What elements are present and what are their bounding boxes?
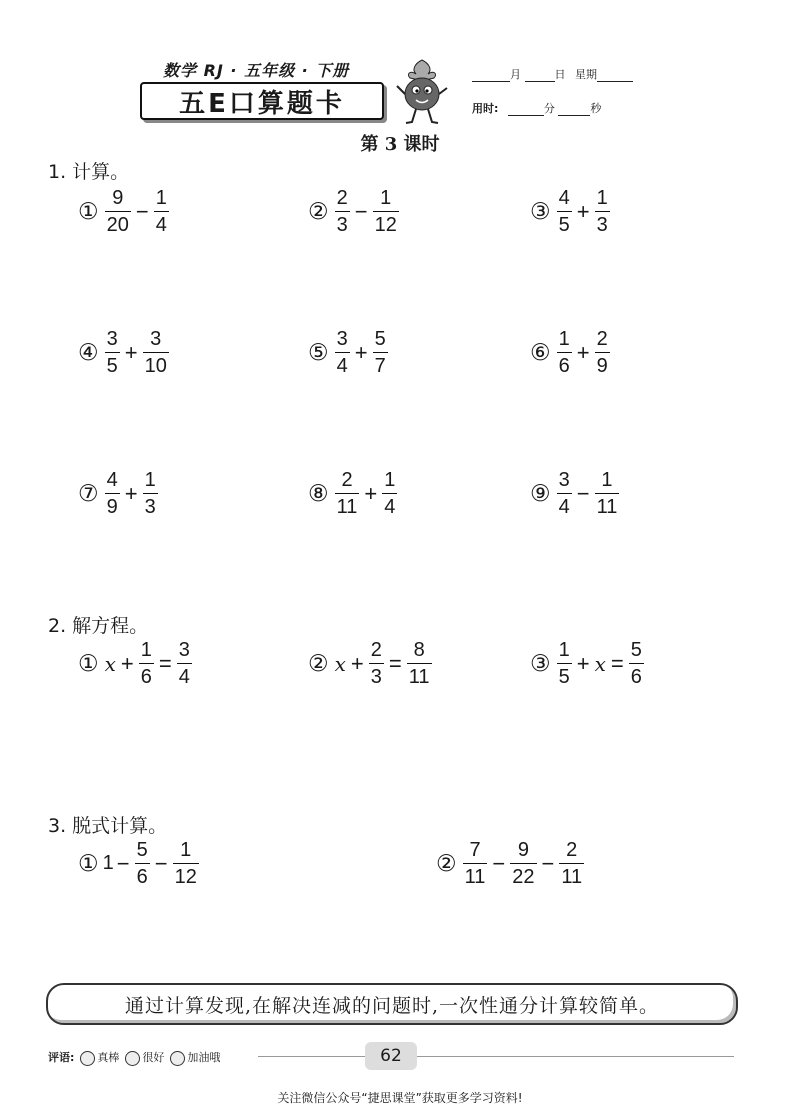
variable: x: [334, 651, 346, 676]
denominator: 4: [154, 211, 169, 235]
operator: −: [116, 850, 130, 876]
fraction: [335, 188, 350, 235]
fraction: [105, 188, 131, 235]
denominator: 5: [557, 663, 572, 687]
numerator: 3: [150, 328, 162, 350]
operator: +: [350, 650, 364, 676]
fraction: [510, 840, 536, 887]
problem-item: [78, 188, 171, 235]
operator: −: [492, 850, 506, 876]
denominator: 4: [177, 663, 192, 687]
equals-sign: =: [610, 650, 624, 676]
eval-option-good[interactable]: 真棒: [80, 1049, 119, 1066]
numerator: 1: [180, 839, 192, 861]
denominator: 6: [135, 863, 150, 887]
fraction: [557, 470, 572, 517]
face-icon: [125, 1051, 140, 1066]
denominator: 11: [407, 663, 432, 687]
numerator: 3: [106, 328, 118, 350]
numerator: 3: [178, 639, 190, 661]
numerator: 1: [155, 187, 167, 209]
problem-number: ①: [78, 850, 99, 876]
denominator: 4: [382, 493, 397, 517]
problem-number: ③: [530, 198, 551, 224]
problem-number: ⑤: [308, 339, 329, 365]
card-title: 五E口算题卡: [140, 82, 384, 120]
fraction: [373, 329, 388, 376]
denominator: 11: [463, 863, 488, 887]
numerator: 3: [336, 328, 348, 350]
numerator: 1: [384, 469, 396, 491]
eval-option-ok[interactable]: 很好: [125, 1049, 164, 1066]
fraction: [173, 840, 199, 887]
fraction: [135, 840, 150, 887]
eval-option-cheer[interactable]: 加油哦: [170, 1049, 220, 1066]
operator: +: [576, 339, 590, 365]
numerator: 2: [596, 328, 608, 350]
evaluation-row: [48, 1049, 220, 1066]
fraction: [557, 329, 572, 376]
fraction: [143, 470, 158, 517]
operator: +: [124, 480, 138, 506]
denominator: 6: [629, 663, 644, 687]
operator: +: [364, 480, 378, 506]
numerator: 5: [630, 639, 642, 661]
problem-number: ①: [78, 198, 99, 224]
numerator: 4: [558, 187, 570, 209]
fraction: [139, 640, 154, 687]
fraction: [557, 640, 572, 687]
denominator: 12: [173, 863, 199, 887]
denominator: 6: [557, 352, 572, 376]
section-1-heading: 1. 计算。: [48, 161, 130, 183]
face-icon: [170, 1051, 185, 1066]
operator: −: [576, 480, 590, 506]
expression-item: [436, 840, 586, 887]
fraction: [463, 840, 488, 887]
face-icon: [80, 1051, 95, 1066]
equation-item: [308, 640, 434, 687]
operator: +: [576, 650, 590, 676]
operator: +: [576, 198, 590, 224]
denominator: 11: [559, 863, 584, 887]
numerator: 2: [341, 469, 353, 491]
numerator: 4: [106, 469, 118, 491]
numerator: 3: [558, 469, 570, 491]
equals-sign: =: [158, 650, 172, 676]
numerator: 9: [517, 839, 529, 861]
problem-item: [530, 329, 612, 376]
denominator: 12: [373, 211, 399, 235]
equation-item: [530, 640, 646, 687]
fraction: [595, 188, 610, 235]
fraction: [373, 188, 399, 235]
numerator: 7: [469, 839, 481, 861]
problem-item: [78, 329, 171, 376]
book-subtitle: 数学 RJ · 五年级 · 下册: [163, 61, 350, 80]
fraction: [407, 640, 432, 687]
fraction: [369, 640, 384, 687]
time-field[interactable]: 用时: 分 秒: [472, 102, 602, 115]
variable: x: [594, 651, 606, 676]
tip-banner: 通过计算发现,在解决连减的问题时,一次性通分计算较简单。: [46, 983, 738, 1025]
numerator: 2: [336, 187, 348, 209]
denominator: 3: [143, 493, 158, 517]
operator: −: [541, 850, 555, 876]
numerator: 1: [558, 328, 570, 350]
fraction: [595, 470, 620, 517]
problem-item: [530, 470, 621, 517]
denominator: 3: [595, 211, 610, 235]
operator: −: [135, 198, 149, 224]
equation-item: [78, 640, 194, 687]
evaluation-label: 评语:: [48, 1051, 75, 1065]
numerator: 1: [601, 469, 613, 491]
problem-number: ③: [530, 650, 551, 676]
operator: +: [354, 339, 368, 365]
numerator: 8: [413, 639, 425, 661]
denominator: 3: [369, 663, 384, 687]
operator: +: [120, 650, 134, 676]
numerator: 1: [140, 639, 152, 661]
fraction: [143, 329, 169, 376]
denominator: 11: [595, 493, 620, 517]
problem-number: ⑦: [78, 480, 99, 506]
fraction: [105, 470, 120, 517]
denominator: 3: [335, 211, 350, 235]
numerator: 5: [136, 839, 148, 861]
operator: −: [154, 850, 168, 876]
numerator: 2: [566, 839, 578, 861]
variable: x: [104, 651, 116, 676]
problem-item: [308, 329, 390, 376]
footer-note: 关注微信公众号“捷思课堂”获取更多学习资料!: [277, 1091, 523, 1105]
fraction: [595, 329, 610, 376]
date-field[interactable]: 月 日 星期: [472, 66, 633, 82]
problem-number: ②: [308, 650, 329, 676]
numerator: 9: [112, 187, 124, 209]
denominator: 5: [557, 211, 572, 235]
operator: −: [354, 198, 368, 224]
numerator: 1: [558, 639, 570, 661]
fraction: [557, 188, 572, 235]
numerator: 5: [374, 328, 386, 350]
denominator: 7: [373, 352, 388, 376]
numerator: 1: [380, 187, 392, 209]
fraction: [177, 640, 192, 687]
divider: [258, 1056, 734, 1057]
denominator: 5: [105, 352, 120, 376]
problem-number: ⑥: [530, 339, 551, 365]
expression-item: [78, 840, 201, 887]
numerator: 1: [144, 469, 156, 491]
denominator: 4: [557, 493, 572, 517]
lesson-title: 第 3 课时: [360, 134, 440, 155]
problem-item: [530, 188, 612, 235]
section-2-heading: 2. 解方程。: [48, 615, 149, 637]
problem-number: ②: [308, 198, 329, 224]
denominator: 9: [105, 493, 120, 517]
denominator: 22: [510, 863, 536, 887]
integer-term: 1: [102, 852, 114, 874]
fraction: [105, 329, 120, 376]
problem-number: ⑧: [308, 480, 329, 506]
mascot-icon: [392, 56, 452, 126]
denominator: 20: [105, 211, 131, 235]
problem-number: ④: [78, 339, 99, 365]
denominator: 4: [335, 352, 350, 376]
fraction: [629, 640, 644, 687]
fraction: [559, 840, 584, 887]
problem-item: [308, 188, 401, 235]
denominator: 11: [335, 493, 360, 517]
denominator: 10: [143, 352, 169, 376]
denominator: 6: [139, 663, 154, 687]
fraction: [335, 470, 360, 517]
equals-sign: =: [388, 650, 402, 676]
problem-number: ②: [436, 850, 457, 876]
section-3-heading: 3. 脱式计算。: [48, 815, 168, 837]
numerator: 1: [596, 187, 608, 209]
page-number: 62: [365, 1042, 417, 1070]
fraction: [335, 329, 350, 376]
fraction: [382, 470, 397, 517]
problem-number: ⑨: [530, 480, 551, 506]
problem-number: ①: [78, 650, 99, 676]
numerator: 2: [370, 639, 382, 661]
denominator: 9: [595, 352, 610, 376]
fraction: [154, 188, 169, 235]
problem-item: [78, 470, 160, 517]
problem-item: [308, 470, 399, 517]
operator: +: [124, 339, 138, 365]
